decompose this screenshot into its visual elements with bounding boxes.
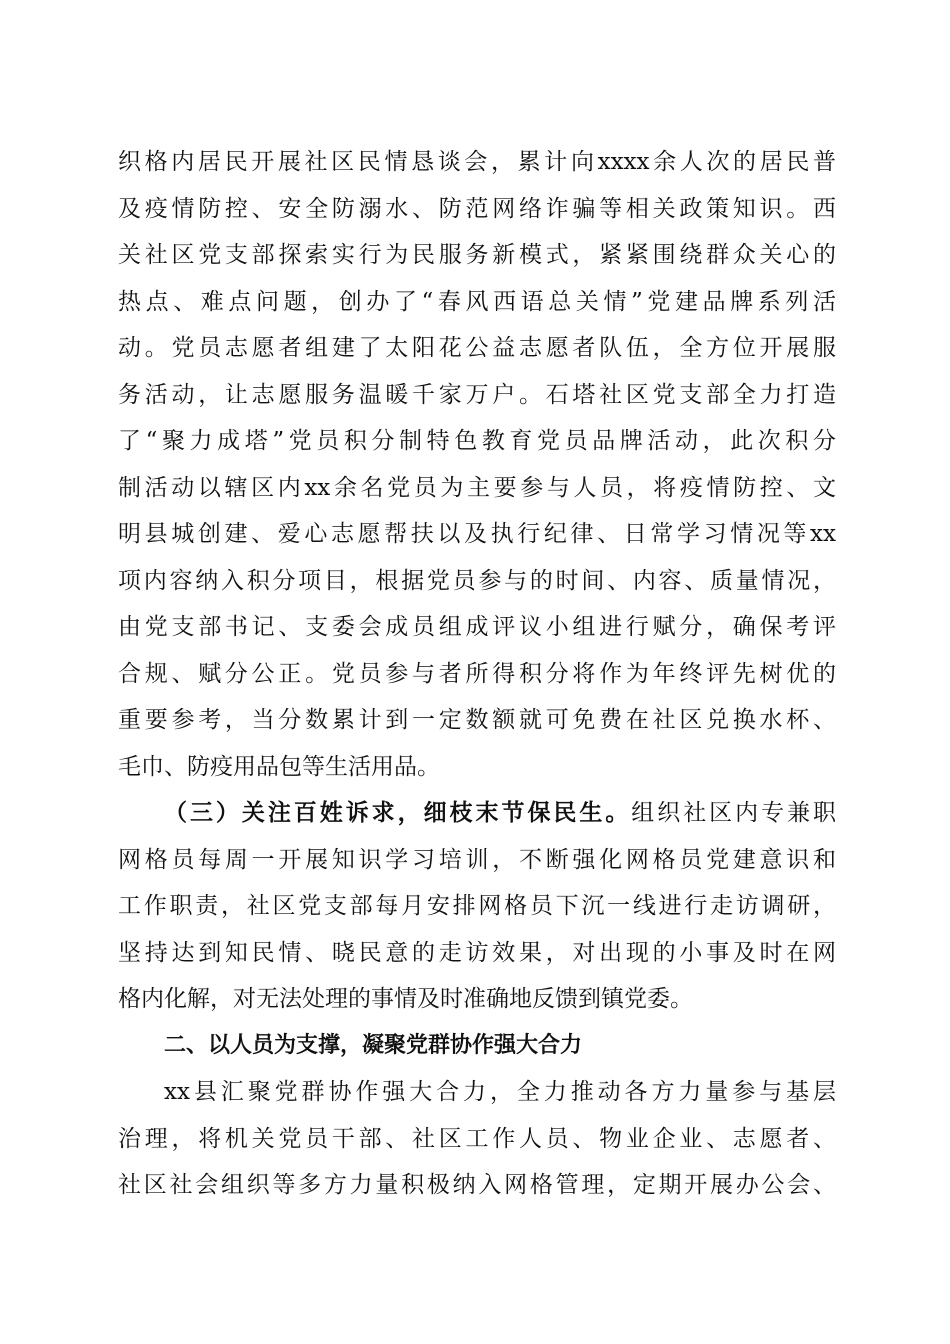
text-line: 制活动以辖区内xx余名党员为主要参与人员，将疫情防控、文: [118, 474, 836, 501]
document-body: [118, 139, 836, 1209]
text-line: 热点、难点问题，创办了“春风西语总关情”党建品牌系列活: [118, 288, 836, 315]
text-line: xx县汇聚党群协作强大合力，全力推动各方力量参与基层: [164, 1079, 836, 1105]
section-heading: 二、以人员为支撑，凝聚党群协作强大合力: [164, 1032, 583, 1058]
text-line: 治理，将机关党员干部、社区工作人员、物业企业、志愿者、: [118, 1125, 836, 1152]
text-line: 动。党员志愿者组建了太阳花公益志愿者队伍，全方位开展服: [118, 335, 836, 361]
text-line: 织格内居民开展社区民情恳谈会，累计向xxxx余人次的居民普: [118, 149, 836, 175]
text-line: 合规、赋分公正。党员参与者所得积分将作为年终评先树优的: [118, 660, 836, 687]
text-line: 网格员每周一开展知识学习培训，不断强化网格员党建意识和: [118, 846, 836, 873]
text-line: 工作职责，社区党支部每月安排网格员下沉一线进行走访调研，: [118, 893, 836, 919]
text-line: 格内化解，对无法处理的事情及时准确地反馈到镇党委。: [118, 986, 693, 1012]
text-line: 毛巾、防疫用品包等生活用品。: [118, 753, 440, 780]
paragraph-grid-staff: [118, 790, 836, 1023]
subsection-title: （三）关注百姓诉求，细枝末节保民生。: [164, 799, 632, 826]
text-line: 务活动，让志愿服务温暖千家万户。石塔社区党支部全力打造: [118, 381, 836, 408]
text-line: 关社区党支部探索实行为民服务新模式，紧紧围绕群众关心的: [118, 242, 836, 268]
text-line: 重要参考，当分数累计到一定数额就可免费在社区兑换水杯、: [118, 707, 836, 733]
text-line: 社区社会组织等多方力量积极纳入网格管理，定期开展办公会、: [118, 1172, 836, 1198]
text-line: 项内容纳入积分项目，根据党员参与的时间、内容、质量情况，: [118, 567, 836, 594]
text-line: 坚持达到知民情、晓民意的走访效果，对出现的小事及时在网: [118, 939, 836, 966]
text-line: 及疫情防控、安全防溺水、防范网络诈骗等相关政策知识。西: [118, 195, 836, 222]
text-line: [118, 790, 836, 837]
text-line: 由党支部书记、支委会成员组成评议小组进行赋分，确保考评: [118, 614, 836, 640]
text-line: 明县城创建、爱心志愿帮扶以及执行纪律、日常学习情况等xx: [118, 521, 836, 547]
paragraph-community-activities: [118, 139, 836, 790]
text-run: 组织社区内专兼职: [631, 800, 837, 826]
paragraph-party-mass-cooperation: [118, 1069, 836, 1209]
text-line: 了“聚力成塔”党员积分制特色教育党员品牌活动，此次积分: [118, 428, 836, 454]
